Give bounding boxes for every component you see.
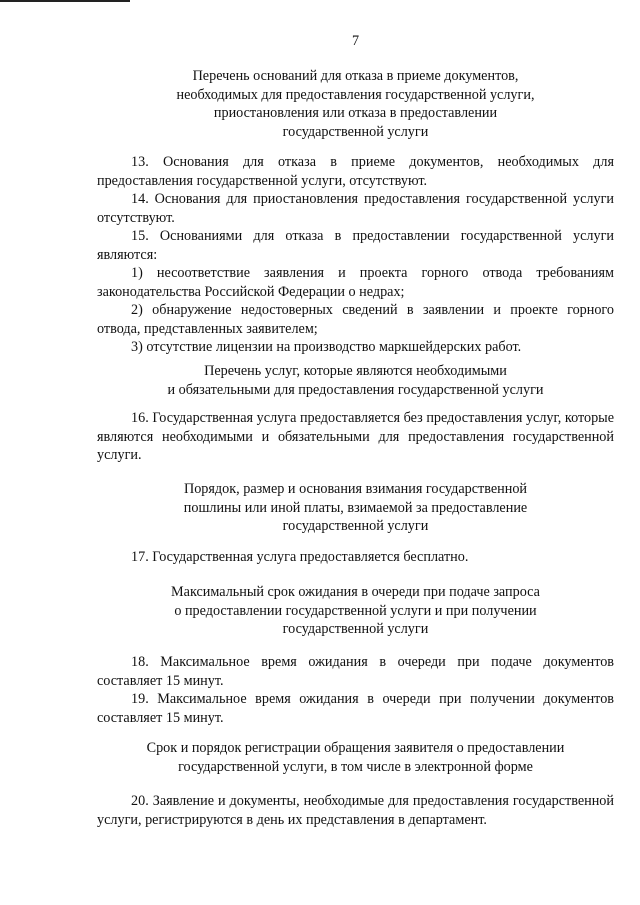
heading-line: Максимальный срок ожидания в очереди при подаче запроса	[171, 584, 540, 600]
paragraph-13: 13. Основания для отказа в приеме документов, необходимых для предоставления государственной услуги, отсутствуют.	[97, 154, 614, 189]
heading-line: Перечень оснований для отказа в приеме документов,	[192, 68, 519, 84]
heading-fee	[127, 480, 584, 536]
paragraph-15-item-2: 2) обнаружение недостоверных сведений в заявлении и проекте горного отвода, представленных заявителем;	[97, 302, 614, 337]
heading-line: Срок и порядок регистрации обращения заявителя о предоставлении	[146, 740, 565, 756]
paragraph-18: 18. Максимальное время ожидания в очереди при подаче документов составляет 15 минут.	[97, 654, 614, 689]
paragraph-19: 19. Максимальное время ожидания в очереди при получении документов составляет 15 минут.	[97, 691, 614, 726]
paragraph-15: 15. Основаниями для отказа в предоставлении государственной услуги являются:	[97, 228, 614, 263]
header-rule	[0, 0, 130, 2]
heading-registration	[127, 739, 584, 776]
section-17	[97, 548, 614, 567]
heading-line: государственной услуги	[282, 518, 429, 534]
heading-line: государственной услуги	[282, 123, 429, 140]
heading-refusal-grounds	[127, 67, 584, 141]
heading-line: пошлины или иной платы, взимаемой за предоставление	[183, 499, 528, 516]
paragraph-17: 17. Государственная услуга предоставляется бесплатно.	[131, 549, 469, 565]
page-number: 7	[351, 33, 360, 49]
heading-line: о предоставлении государственной услуги и при получении	[174, 602, 537, 619]
paragraph-16: 16. Государственная услуга предоставляется без предоставления услуг, которые являются необходимыми и обязательными для предоставления государственной услуги.	[97, 410, 614, 463]
section-16	[97, 409, 614, 465]
paragraph-20: 20. Заявление и документы, необходимые для предоставления государственной услуги, регистрируются в день их представления в департамент.	[97, 793, 614, 828]
heading-waiting-time	[127, 583, 584, 639]
paragraph-15-item-3: 3) отсутствие лицензии на производство маркшейдерских работ.	[131, 339, 522, 355]
heading-line: необходимых для предоставления государственной услуги,	[176, 86, 535, 103]
heading-required-services	[127, 362, 584, 399]
section-20	[97, 792, 614, 829]
paragraph-14: 14. Основания для приостановления предоставления государственной услуги отсутствуют.	[97, 191, 614, 226]
paragraph-15-item-1: 1) несоответствие заявления и проекта горного отвода требованиям законодательства Российской Федерации о недрах;	[97, 265, 614, 300]
heading-line: приостановления или отказа в предоставлении	[213, 105, 498, 121]
heading-line: государственной услуги, в том числе в электронной форме	[178, 758, 533, 775]
heading-line: государственной услуги	[282, 621, 429, 637]
section-13-15	[97, 153, 614, 357]
heading-line: Перечень услуг, которые являются необходимыми	[204, 363, 507, 379]
heading-line: и обязательными для предоставления государственной услуги	[167, 381, 544, 398]
section-18-19	[97, 653, 614, 727]
heading-line: Порядок, размер и основания взимания государственной	[183, 481, 528, 497]
